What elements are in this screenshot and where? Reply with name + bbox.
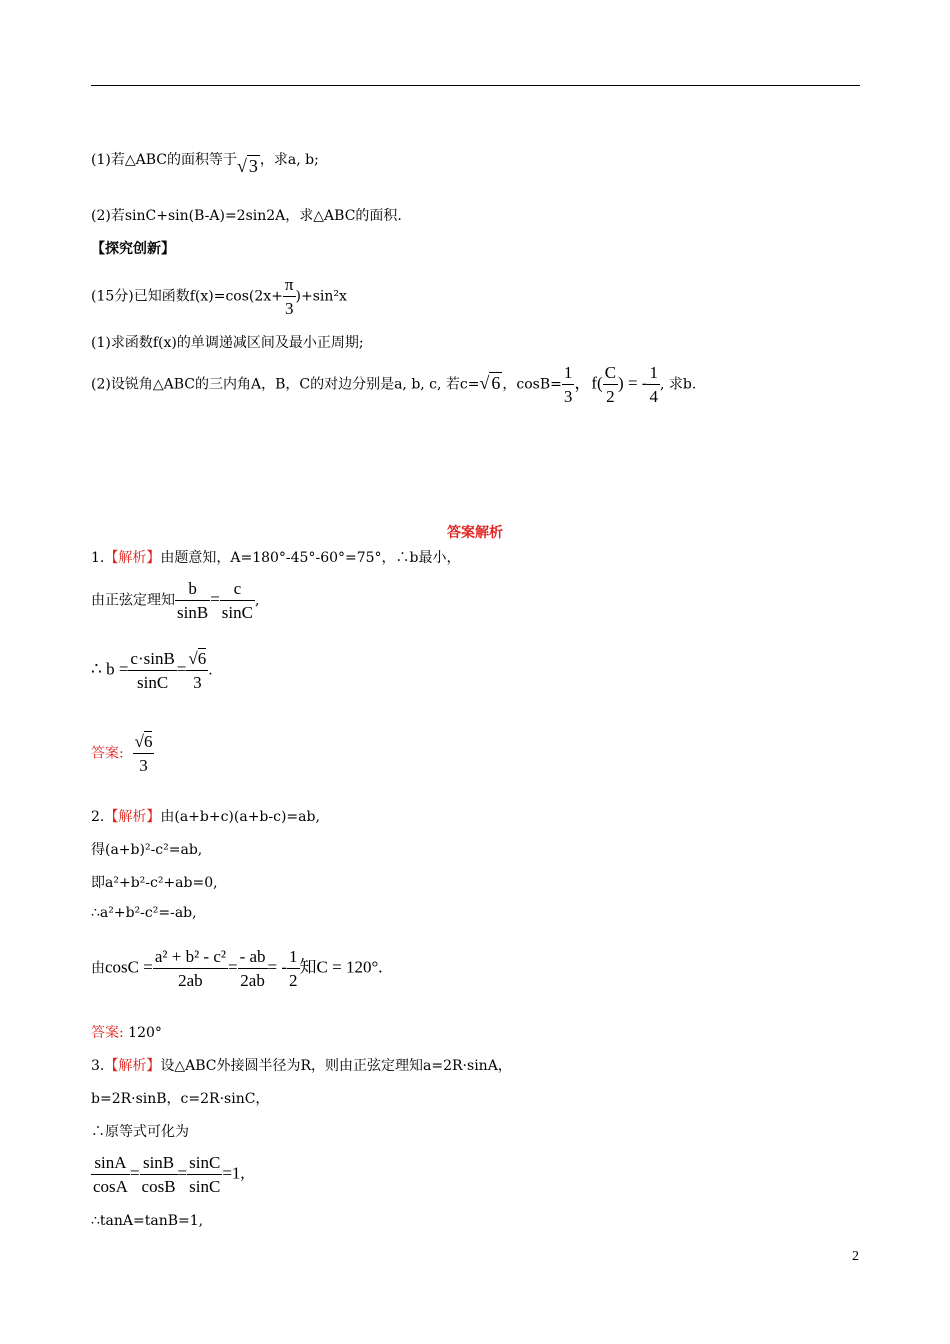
- equals-minus-sign: = -: [267, 957, 288, 977]
- answer-1-line-3-prefix: ∴ b =: [91, 659, 129, 679]
- sinb-over-cosb-fraction: $\frac{\sin B}{\cos B}$: [141, 1153, 176, 1196]
- answer-3-line-3: ∴原等式可化为: [91, 1124, 189, 1140]
- answer-3-line-5: ∴tanA=tanB=1,: [91, 1213, 204, 1229]
- answer-1-fraction: $\frac{√6}{3}$: [134, 732, 153, 775]
- answer-2-line-1: [91, 806, 320, 826]
- q1-prefix: (1)若△ABC的面积等于: [91, 152, 237, 168]
- answer-1-line-2-prefix: 由正弦定理知: [91, 592, 175, 609]
- question-part-2: (2)若sinC+sin(B-A)=2sin2A，求△ABC的面积.: [91, 208, 402, 224]
- sina-over-cosa-fraction: $\frac{\sin A}{\cos A}$: [93, 1153, 128, 1196]
- answer-2-line-4: ∴a²+b²-c²=-ab,: [91, 905, 197, 921]
- one-quarter-fraction: $\frac{1}{4}$: [649, 363, 658, 406]
- answer-3-line-2: b=2R·sinB，c=2R·sinC，: [91, 1091, 270, 1107]
- answer-3-line-1: [91, 1055, 512, 1075]
- answer-3-tail: =1,: [222, 1163, 245, 1183]
- f-label: ，f(: [574, 373, 603, 393]
- question-15-part-2: [91, 364, 696, 405]
- answer-3-line-4: [91, 1154, 245, 1195]
- analysis-tag: 【解析】: [104, 550, 161, 566]
- answer-2-value: 120°: [128, 1025, 162, 1041]
- answers-title: 答案解析: [447, 525, 503, 541]
- question-part-1: [91, 148, 319, 176]
- q15p2-prefix: (2)设锐角△ABC的三内角A，B，C的对边分别是a, b, c, 若c=: [91, 376, 480, 393]
- answer-1-line-2-suffix: ,: [254, 592, 260, 609]
- c-over-sinc-fraction: $\frac{c}{\sin C}$: [221, 579, 253, 622]
- q15-prefix: (15分)已知函数f(x)=cos(2x+: [91, 288, 283, 305]
- answer-1-line-2: [91, 580, 259, 621]
- answer-2-line-3: 即a²+b²-c²+ab=0,: [91, 875, 218, 891]
- sqrt-6: √ 6: [479, 372, 501, 393]
- page-number: 2: [852, 1249, 859, 1264]
- b-over-sinb-fraction: $\frac{b}{\sin B}$: [177, 579, 209, 622]
- sinc-over-sinc-fraction: $\frac{\sin C}{\sin C}$: [189, 1153, 221, 1196]
- question-15-part-1: (1)求函数f(x)的单调递减区间及最小正周期;: [91, 335, 364, 351]
- answer-2-result: [91, 1022, 162, 1042]
- equals-sign: =: [210, 589, 220, 609]
- answer-2-line-5-suffix: 知C = 120°.: [299, 957, 383, 977]
- answer-1-line-1: [91, 547, 461, 567]
- sqrt-3: √ 3: [236, 156, 258, 176]
- q1-suffix: ，求a, b;: [259, 152, 319, 168]
- answer-label: 答案:: [91, 745, 124, 762]
- section-heading: 【探究创新】: [91, 241, 175, 257]
- answer-1-number: 1.: [91, 550, 105, 566]
- cosine-law-fraction: $\frac{\text{a² + b² - c²}}{2ab}$: [154, 947, 226, 990]
- one-half-fraction: $\frac{1}{2}$: [289, 947, 298, 990]
- answer-2-line-5: [91, 948, 383, 989]
- pi-over-3-fraction: $\frac{\pi}{3}$: [284, 275, 294, 318]
- equals-sign: =: [177, 1163, 188, 1183]
- answer-2-number: 2.: [91, 809, 105, 825]
- answer-1-result: [91, 733, 154, 774]
- equals-sign: =: [227, 957, 238, 977]
- cosb-label: ，cosB=: [502, 376, 562, 393]
- answer-1-line-3-suffix: .: [208, 662, 213, 679]
- answer-2-text: 由(a+b+c)(a+b-c)=ab,: [160, 809, 320, 825]
- q15-suffix: )+sin²x: [295, 288, 347, 305]
- answer-1-text: 由题意知，A=180°-45°-60°=75°，∴b最小，: [160, 550, 461, 566]
- sqrt6-over-3-fraction: $\frac{√6}{3}$: [188, 649, 207, 692]
- c-over-2-fraction: $\frac{C}{2}$: [604, 363, 617, 406]
- q15p2-suffix: , 求b.: [659, 376, 697, 393]
- question-15: [91, 276, 347, 317]
- equals-sign: =: [129, 1163, 140, 1183]
- f-eq: ) = -: [618, 373, 648, 393]
- csinb-over-sinc-fraction: $\frac{c\cdot\sin B}{\sin C}$: [130, 649, 175, 692]
- analysis-tag: 【解析】: [104, 1058, 161, 1074]
- answer-3-number: 3.: [91, 1058, 105, 1074]
- cosc-label: cosC =: [105, 957, 153, 977]
- cosb-fraction: $\frac{1}{3}$: [563, 363, 573, 406]
- header-rule: [91, 85, 860, 86]
- analysis-tag: 【解析】: [104, 809, 161, 825]
- equals-sign: =: [176, 659, 187, 679]
- answer-2-line-2: 得(a+b)²-c²=ab,: [91, 842, 203, 858]
- answer-3-text: 设△ABC外接圆半径为R，则由正弦定理知a=2R·sinA，: [160, 1058, 512, 1074]
- answer-2-line-5-prefix: 由: [91, 960, 105, 977]
- answer-1-line-3: [91, 650, 213, 691]
- neg-ab-over-2ab-fraction: $\frac{- ab}{2ab}$: [239, 947, 266, 990]
- answer-label: 答案:: [91, 1025, 124, 1041]
